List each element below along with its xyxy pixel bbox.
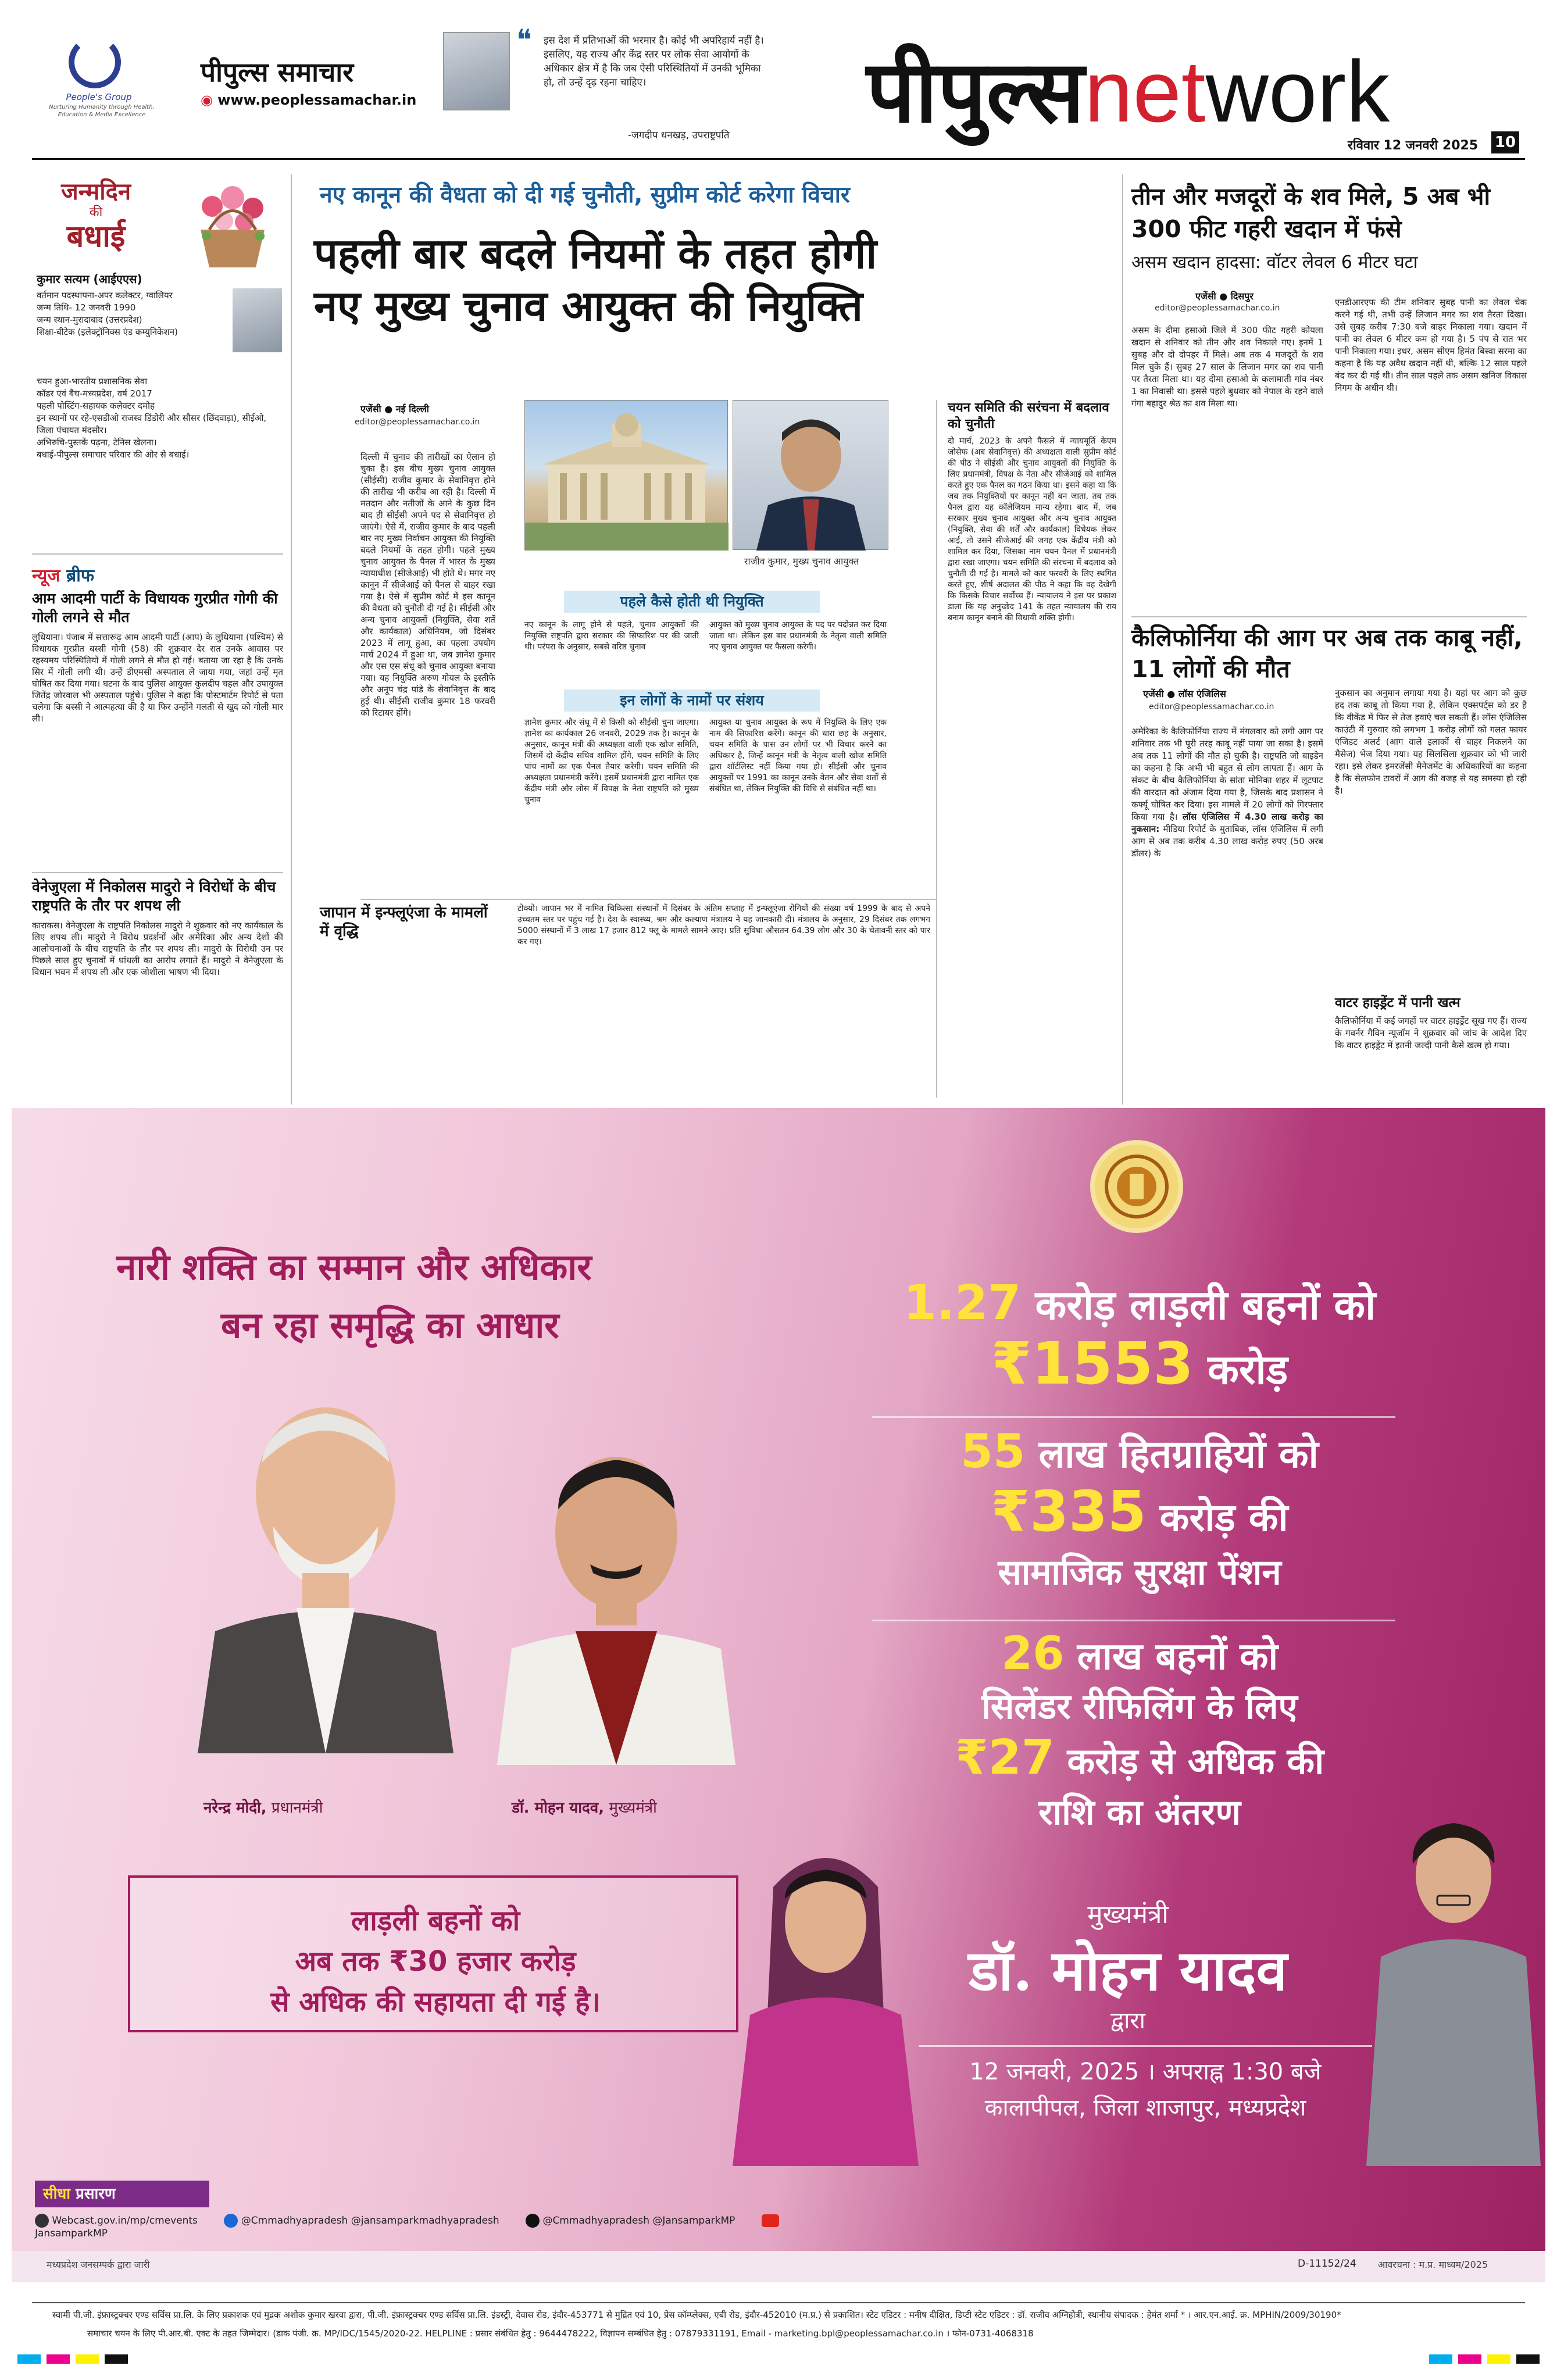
ad-block-2-line-1 [849, 1425, 1430, 1481]
lead-headline-1: पहली बार बदले नियमों के तहत होगी [314, 228, 877, 278]
masthead-title-work: work [1205, 42, 1390, 140]
lead-story [302, 174, 1116, 1105]
california-col2: नुकसान का अनुमान लगाया गया है। यहां पर आग को कुछ हद तक काबू तो किया गया है, लेकिन एक्सपर्ट्स को डर है कि वीकेंड में फिर से तेज हवाएं चल सकती हैं। लॉस एंजिलिस काउंटी में गुरुवार को लगभग 1 करोड़ लोगों को गलत फायर एंजिडट अलर्ट (आग वाले इलाकों से बाहर निकलने का मैसेज) भेज दिया गया। यह सिलसिला शुक्रवार को भी जारी रहा। इसे लेकर इमरजेंसी मैनेजमेंट के अधिकारियों का कहना है कि सेलफोन टावरों में आग की वजह से यह समस्या हो रही है। [1335, 688, 1527, 796]
birthday-title-small: की [89, 205, 103, 220]
ad-block-divider [872, 1620, 1395, 1621]
registration-marks [0, 2354, 1557, 2366]
california-loss-text: मीडिया रिपोर्ट के मुताबिक, लॉस एंजिलिस में लगी आग से अब तक करीब 4.30 लाख करोड़ रुपए (50 अरब डॉलर) के [1131, 824, 1323, 859]
mohan-portrait [488, 1439, 744, 1765]
brief-body: काराकस। वेनेजुएला के राष्ट्रपति निकोलस मादुरो ने शुक्रवार को नए कार्यकाल के लिए शपथ ली। मादुरो ने विरोध प्रदर्शनों और अमेरिका और अन्य देशों की आलोचनाओं के बीच राष्ट्रपति के तौर पर शपथ ली। मादुरो के विरोधी उन पर पिछले साल हुए चुनावों में धांधली का आरोप लगाते हैं। मादुरो ने वेनेजुएला के विधान भवन में शपथ ली और एक जोशीला भाषण भी दिया। [32, 920, 283, 977]
advertisement [12, 1108, 1545, 2282]
birthday-line: चयन हुआ-भारतीय प्रशासनिक सेवा [37, 376, 148, 387]
ad-block-3-num: 26 [1001, 1628, 1065, 1680]
paper-url-text: www.peoplessamachar.in [217, 92, 417, 108]
ladli-line-3: से अधिक की सहायता दी गई है। [270, 1986, 601, 2018]
modi-name: नरेन्द्र मोदी, [203, 1799, 267, 1817]
live-broadcast [35, 2181, 209, 2207]
ad-cm-label: मुख्यमंत्री [1087, 1900, 1169, 1929]
live-a: सीधा [43, 2185, 71, 2203]
assam-divider [1131, 616, 1527, 617]
news-brief [32, 563, 283, 1103]
california-story [1131, 622, 1527, 1105]
modi-portrait [186, 1381, 465, 1753]
ad-block-1-unit: करोड़ [1193, 1346, 1288, 1393]
x-icon [526, 2214, 540, 2228]
california-headline: कैलिफोर्निया की आग पर अब तक काबू नहीं, 11 लोगों की मौत [1131, 624, 1523, 683]
masthead [0, 0, 1557, 174]
brief-body: लुधियाना। पंजाब में सत्तारूढ़ आम आदमी पार्टी (आप) के लुधियाना (पश्चिम) से विधायक गुरप्रीत बस्सी गोगी (58) की शुक्रवार देर रात उनके आवास पर रहस्यमय परिस्थितियों में गोली लगने से मौत हो गई। बताया जा रहा है कि उनके सिर में गोली लगी थी। उन्हें डीएमसी अस्पताल ले जाया गया, जहां उन्हें मृत घोषित कर दिया गया। घटना के बाद पुलिस आयुक्त कुलदीप चहल और उपायुक्त जितेंद्र जोरवाल भी अस्पताल पहुंचे। पुलिस ने कहा कि पोस्टमार्टम रिपोर्ट से पता चलेगा कि बस्सी ने आत्महत्या की है या फिर उन्होंने गलती से खुद को गोली मार ली। [32, 632, 283, 724]
california-col1 [1131, 726, 1323, 1098]
ad-slogan-1: नारी शक्ति का सम्मान और अधिकार [116, 1246, 592, 1288]
brief-headline: वेनेजुएला में निकोलस मादुरो ने विरोधों के बीच राष्ट्रपति के तौर पर शपथ ली [32, 878, 276, 914]
brief-divider [32, 872, 283, 873]
modi-caption [203, 1796, 323, 1817]
lead-byline: एजेंसी ● नई दिल्ली [360, 403, 429, 414]
ad-block-1-text: करोड़ लाड़ली बहनों को [1021, 1281, 1376, 1329]
ad-event-date: 12 जनवरी, 2025 । अपराह्न 1:30 बजे [969, 2059, 1322, 2085]
color-mark-cyan [17, 2354, 41, 2364]
page-number: 10 [1491, 131, 1519, 153]
lead-headline-2: नए मुख्य चुनाव आयुक्त की नियुक्ति [314, 281, 863, 330]
california-byline: एजेंसी ● लॉस एंजिलिस [1143, 688, 1226, 699]
birthday-box [32, 174, 283, 558]
column-divider [291, 174, 292, 1105]
color-mark-yellow [76, 2354, 99, 2364]
masthead-title [866, 30, 1390, 147]
imprint-line-2: समाचार चयन के लिए पी.आर.बी. एक्ट के तहत जिम्मेदार। (डाक पंजी. क्र. MP/IDC/1545/2020-22. HELPLINE : प्रसार संबंधित हेतु : 9644478222, विज्ञापन सम्बंधित हेतु : 07879331191, Email - marketing.bpl@peoplessamachar.co.in । फोन-0731-4068318 [87, 2328, 1034, 2339]
ad-block-2-line-2 [849, 1481, 1430, 1548]
paper-url [201, 92, 416, 108]
birthday-photo [233, 288, 282, 352]
birthday-title-top: जन्मदिन [60, 178, 131, 205]
date-line: रविवार 12 जनवरी 2025 [1348, 138, 1479, 153]
live-b: प्रसारण [76, 2185, 116, 2203]
ad-event-place: कालापीपल, जिला शाजापुर, मध्यप्रदेश [984, 2095, 1306, 2121]
assam-col2: एनडीआरएफ की टीम शनिवार सुबह पानी का लेवल चेक करने गई थी, तभी उन्हें लिजान मगर का शव तैरता दिखा। उसे सुबह करीब 7:30 बजे बाहर निकाला गया। खदान में पानी का लेवल 6 मीटर कम हो गया है। 5 पंप से रात भर पानी निकाला गया। इधर, असम सीएम हिमंत बिस्वा सरमा का कहना है कि यह अवैध खदान नहीं थी, बल्कि 12 साल पहले बंद कर दी गई थी। तीन साल पहले तक असम खनिज विकास निगम के अधीन थी। [1335, 297, 1527, 393]
ad-block-3 [849, 1628, 1430, 1837]
lead-kicker: नए कानून की वैधता को दी गई चुनौती, सुप्रीम कोर्ट करेगा विचार [320, 182, 850, 208]
japan-divider [360, 899, 936, 900]
california-loss-head: लॉस एंजिलिस में 4.30 लाख करोड़ का नुकसान: [1131, 812, 1323, 834]
ad-block-2-amount: ₹335 [991, 1479, 1147, 1544]
imprint [0, 2282, 1557, 2380]
birthday-details-2 [37, 376, 281, 461]
brief-headline: आम आदमी पार्टी के विधायक गुरप्रीत गोगी की गोली लगने से मौत [32, 590, 278, 626]
assam-headline: तीन और मजदूरों के शव मिले, 5 अब भी 300 फीट गहरी खदान में फंसे [1131, 183, 1491, 243]
mohan-caption [512, 1796, 657, 1817]
birthday-line: इन स्थानों पर रहे-एसडीओ राजस्व डिंडोरी और सौसर (छिंदवाड़ा), सीईओ, जिला पंचायत मंदसौर। [37, 413, 267, 435]
lead-side-divider [936, 400, 937, 1098]
x-link[interactable]: @Cmmadhyapradesh @JansamparkMP [542, 2215, 735, 2227]
masthead-title-hindi: पीपुल्स [866, 41, 1085, 142]
quote-mark-icon: ❝ [516, 23, 532, 57]
hydrant-body: कैलिफोर्निया में कई जगहों पर वाटर हाइड्रेंट सूख गए हैं। राज्य के गवर्नर गैविन न्यूजॉम ने शुक्रवार को जांच के आदेश दिए कि वाटर हाइड्रेंट में इतनी जल्दी पानी कैसे खत्म हो गया। [1335, 1016, 1527, 1050]
birthday-line: पहली पोस्टिंग-सहायक कलेक्टर दमोह [37, 401, 155, 411]
lead-col1: दिल्ली में चुनाव की तारीखों का ऐलान हो चुका है। इस बीच मुख्य चुनाव आयुक्त (सीईसी) राजीव कुमार के सेवानिवृत्त होने की तारीख भी करीब आ रही है। दिल्ली में मतदान और नतीजों के आने के कुछ दिन बाद ही सीईसी अपने पद से सेवानिवृत्त हो जाएंगे। ऐसे में, राजीव कुमार के बाद पहली बार नए मुख्य निर्वाचन आयुक्त की नियुक्ति बदले नियमों के तहत होगी। पहले मुख्य चुनाव आयुक्त के पैनल में भारत के मुख्य न्यायाधीश (सीजेआई) भी होते थे। मगर नए कानून में सीजेआई को पैनल से बाहर रखा गया है। ऐसे में सुप्रीम कोर्ट में इस कानून की वैधता को चुनौती दी गई है। सीईसी और अन्य चुनाव आयुक्तों (नियुक्ति, सेवा शर्तें और कार्यकाल) अधिनियम, जो दिसंबर 2023 में लागू हुआ, का पहला उपयोग मार्च 2024 में हुआ था, जब ज्ञानेश कुमार और एस एस संधू को चुनाव आयुक्त बनाया गया। यह नियुक्ति अरुण गोयल के इस्तीफे और अनूप चंद्र पांडे के सेवानिवृत्त के बाद हुई थी। सीईसी राजीव कुमार 18 फरवरी को रिटायर होंगे। [360, 452, 495, 718]
assam-byline: एजेंसी ● दिसपुर [1195, 291, 1254, 302]
ad-block-3-amount: ₹27 [955, 1730, 1055, 1785]
ad-block-2-unit: करोड़ की [1146, 1495, 1288, 1540]
ad-block-3-text: लाख बहनों को [1064, 1635, 1279, 1678]
california-col1-text: अमेरिका के कैलिफोर्निया राज्य में मंगलवार को लगी आग पर शनिवार तक भी पूरी तरह काबू नहीं पाया जा सका है। इसमें अब तक 11 लोगों की मौत हो चुकी है। राष्ट्रपति जो बाइडेन का कहना है कि अभी भी बहुत से लोग लापता हैं। आग के संकट के बीच कैलिफोर्निया के सांता मोनिका शहर में लूटपाट की वारदात को अंजाम दिया गया है, जिसके बाद प्रशासन ने कर्फ्यू घोषित कर दिया। इस मामले में 20 लोगों को गिरफ्तार किया गया है। [1131, 726, 1323, 822]
birthday-line: जन्म तिथि- 12 जनवरी 1990 [37, 302, 136, 313]
color-mark-magenta [47, 2354, 70, 2364]
ad-block-1-num: 1.27 [903, 1275, 1022, 1331]
youtube-link[interactable]: JansamparkMP [35, 2228, 108, 2239]
box2-title: इन लोगों के नामों पर संशय [564, 689, 820, 712]
vp-photo [443, 32, 510, 110]
side-title: चयन समिति की सरंचना में बदलाव को चुनौती [948, 401, 1109, 431]
facebook-link[interactable]: @Cmmadhyapradesh @jansamparkmadhyapradesh [241, 2215, 499, 2227]
color-mark-magenta [1458, 2354, 1481, 2364]
photo-caption: राजीव कुमार, मुख्य चुनाव आयुक्त [744, 556, 859, 567]
supreme-court-photo [524, 400, 728, 550]
ad-event-divider [919, 2045, 1372, 2047]
japan-headline: जापान में इन्फ्लूएंजा के मामलों में वृद्धि [320, 904, 488, 940]
ad-cm-name: डॉ. मोहन यादव [969, 1938, 1287, 2003]
assam-story [1131, 174, 1527, 639]
birthday-divider [32, 553, 283, 555]
youtube-icon [762, 2214, 779, 2227]
mohan-title: मुख्यमंत्री [609, 1799, 657, 1817]
assam-col1: असम के दीमा हसाओ जिले में 300 फीट गहरी कोयला खदान से शनिवार को तीन और शव निकाले गए। इनमें 1 सुबह और दो दोपहर में मिले। अब तक 4 मजदूरों के शव मिल चुके हैं। सुबह 27 साल के लिजान मगर का शव पानी पर तैरता मिला था। यह दीमा हसाओ के कलामाती गांव नंबर 1 का निवासी था। इससे पहले बुधवार को नेपाल के रहने वाले गंगा बहादुर श्रेठ का शव मिला था। [1131, 325, 1323, 409]
column-divider-right [1122, 174, 1123, 1105]
color-mark-black [105, 2354, 128, 2364]
birthday-line: कॉडर एवं बैच-मध्यप्रदेश, वर्ष 2017 [37, 388, 152, 399]
ladli-line-1: लाड़ली बहनों को [351, 1904, 520, 1937]
news-brief-title [32, 563, 94, 587]
ad-block-1-amount: ₹1553 [991, 1330, 1194, 1398]
ad-block-2-text: लाख हितग्राहियों को [1025, 1432, 1319, 1477]
ad-block-2-line-3: सामाजिक सुरक्षा पेंशन [998, 1552, 1281, 1593]
imprint-divider [32, 2302, 1525, 2303]
ad-block-2-num: 55 [960, 1424, 1026, 1478]
birthday-line: बधाई-पीपुल्स समाचार परिवार की ओर से बधाई। [37, 449, 190, 460]
birthday-title [32, 178, 160, 271]
ad-block-3-line-3 [849, 1731, 1430, 1788]
flower-basket-icon [189, 180, 276, 273]
mp-emblem [1090, 1140, 1183, 1233]
birthday-line: जन्म स्थान-मुरादाबाद (उत्तरप्रदेश) [37, 315, 142, 325]
social-links [35, 2214, 791, 2249]
modi-title: प्रधानमंत्री [271, 1799, 323, 1817]
paper-logo: पीपुल्स समाचार [201, 56, 354, 88]
ad-block-2 [849, 1425, 1430, 1597]
ad-block-1-line-1 [849, 1277, 1430, 1332]
lead-email: editor@peoplessamachar.co.in [355, 417, 480, 427]
masthead-title-net: net [1084, 42, 1206, 140]
quote-author: -जगदीप धनखड़, उपराष्ट्रपति [628, 130, 730, 141]
side-body: दो मार्च, 2023 के अपने फैसले में न्यायमूर्ति केएम जोसेफ (अब सेवानिवृत्त) की अध्यक्षता वाली सुप्रीम कोर्ट की पीठ ने सीईसी और चुनाव आयुक्तों की नियुक्ति के लिए प्रधानमंत्री, विपक्ष के नेता और सीजेआई को शामिल करते हुए एक पैनल का गठन किया था। इसने कहा था कि जब तक नियुक्तियों पर कानून नहीं बन जाता, तब तक पैनल द्वारा यह कॉलेजियम मान्य रहेगा। बाद में, जब सरकार मुख्य चुनाव आयुक्त और अन्य चुनाव आयुक्त (नियुक्ति, सेवा की शर्तें और कार्यकाल) विधेयक लेकर आई, तो उसने सीजेआई की जगह एक केंद्रीय मंत्री को शामिल कर दिया, जिसका नाम चयन पैनल में प्रधानमंत्री द्वारा रखा जाएगा। चयन समिति की संरचना में बदलाव को चुनौती दी गई है। मामले को कार फरवरी के लिए स्थगित करते हुए, शीर्ष अदालत की पीठ ने कहा कि वह देखेगी कि किसके विचार सर्वोच्च हैं। न्यायालय ने इस पर प्रकाश डाला कि यह अनुच्छेद 141 के तहत न्यायालय की राय बनाम कानून बनाने की विधायी शक्ति होगी। [948, 437, 1116, 623]
rajeev-photo [733, 400, 888, 550]
imprint-line-1: स्वामी पी.जी. इंफ्रास्ट्रक्चर एण्ड सर्विस प्रा.लि. के लिए प्रकाशक एवं मुद्रक अशोक कुमार खरवा द्वारा, पी.जी. इंफ्रास्ट्रक्चर एण्ड सर्विस प्रा.लि. इंडस्ट्री, देवास रोड, इंदौर-453771 से मुद्रित एवं 10, प्रेस कॉम्प्लेक्स, एबी रोड, इंदौर-452010 (म.प्र.) से प्रकाशित। स्टेट एडिटर : मनीष दीक्षित, डिप्टी स्टेट एडिटर : डॉ. राजीव अग्निहोत्री, स्थानीय संपादक : हेमंत शर्मा * । आर.एन.आई. क्र. MPHIN/2009/30190* [52, 2310, 1341, 2320]
group-sub: Nurturing Humanity through Health, Education & Media Excellence [49, 104, 155, 118]
assam-sub: असम खदान हादसा: वॉटर लेवल 6 मीटर घटा [1131, 252, 1418, 273]
ad-block-1-line-2 [849, 1332, 1430, 1402]
ad-slogan-2: बन रहा समृद्धि का आधार [221, 1304, 559, 1346]
ad-block-divider [872, 1416, 1395, 1418]
box2-left: ज्ञानेश कुमार और संधू में से किसी को सीईसी चुना जाएगा। ज्ञानेश का कार्यकाल 26 जनवरी, 2029 तक है। कानून के अनुसार, कानून मंत्री की अध्यक्षता वाली एक खोज समिति, जिसमें दो केंद्रीय सचिव शामिल होंगे, चयन समिति के लिए पांच नामों का एक पैनल तैयार करेगी। चयन समिति की अध्यक्षता प्रधानमंत्री करेंगे। इसमें प्रधानमंत्री द्वारा नामित एक केंद्रीय मंत्री और लोस में विपक्ष के नेता राष्ट्रपति को मुख्य चुनाव [524, 718, 699, 805]
birthday-title-bottom: बधाई [66, 219, 126, 254]
box1-title: पहले कैसे होती थी नियुक्ति [564, 591, 820, 613]
news-brief-title-b: ब्रीफ [66, 566, 94, 586]
box2-right: आयुक्त या चुनाव आयुक्त के रूप में नियुक्ति के लिए एक नाम की सिफारिश करेंगे। कानून की धारा छह के अनुसार, चयन समिति के पास उन लोगों पर भी विचार करने का अधिकार है, जिन्हें कानून मंत्री के नेतृत्व वाली खोज समिति द्वारा शॉर्टलिस्ट नहीं किया गया हो। सीईसी और चुनाव आयुक्तों पर 1991 का कानून उनके वेतन और सेवा शर्तों से संबंधित था, लेकिन नियुक्ति की विधि से संबंधित नहीं था। [709, 718, 887, 794]
ladli-line-2: अब तक ₹30 हजार करोड़ [295, 1945, 576, 1978]
ad-block-1 [849, 1277, 1430, 1402]
webcast-icon [35, 2214, 49, 2228]
ad-block-3-unit: करोड़ से अधिक की [1054, 1740, 1324, 1782]
facebook-icon [224, 2214, 238, 2228]
japan-body: टोक्यो। जापान भर में नामित चिकित्सा संस्थानों में दिसंबर के अंतिम सप्ताह में इन्फ्लूएंजा रोगियों की संख्या वर्ष 1999 के बाद से अपने उच्चतम स्तर पर पहुंच गई है। देश के स्वास्थ्य, श्रम और कल्याण मंत्रालय ने यह जानकारी दी। मंत्रालय के अनुसार, 29 दिसंबर तक लगभग 5000 संस्थानों में 3 लाख 17 हजार 812 फ्लू के मामले सामने आए। प्रति सुविधा औसतन 64.39 लोग और 30 के चेतावनी स्तर को पार कर गए। [517, 904, 930, 946]
group-tagline: People's Group [66, 92, 132, 102]
birthday-name: कुमार सत्यम (आईएएस) [37, 272, 142, 286]
news-brief-title-a: न्यूज [32, 566, 60, 586]
woman-portrait-right [1366, 1806, 1541, 2166]
color-mark-cyan [1429, 2354, 1452, 2364]
birthday-details [37, 290, 231, 338]
hydrant-headline: वाटर हाइड्रेंट में पानी खत्म [1335, 995, 1460, 1010]
assam-email: editor@peoplessamachar.co.in [1155, 303, 1280, 313]
california-email: editor@peoplessamachar.co.in [1149, 702, 1274, 712]
ad-cm-by: द्वारा [1110, 2007, 1146, 2034]
birthday-line: वर्तमान पदस्थापना-अपर कलेक्टर, ग्वालियर [37, 290, 173, 301]
color-mark-yellow [1487, 2354, 1510, 2364]
box1-left: नए कानून के लागू होने से पहले, चुनाव आयुक्तों की नियुक्ति राष्ट्रपति द्वारा सरकार की सिफारिश पर की जाती थी। परंपरा के अनुसार, सबसे वरिष्ठ चुनाव [524, 620, 699, 652]
color-mark-black [1516, 2354, 1540, 2364]
ad-code: D-11152/24 [1298, 2258, 1356, 2270]
globe-icon: ◉ [201, 92, 218, 108]
box1-right: आयुक्त को मुख्य चुनाव आयुक्त के पद पर पदोन्नत कर दिया जाता था। लेकिन इस बार प्रधानमंत्री के नेतृत्व वाली समिति नए चुनाव आयुक्त पर फैसला करेगी। [709, 620, 887, 652]
webcast-link[interactable]: Webcast.gov.in/mp/cmevents [52, 2215, 198, 2227]
birthday-line: अभिरुचि-पुस्तकें पढ़ना, टेनिस खेलना। [37, 437, 157, 448]
ad-block-3-line-1 [849, 1628, 1430, 1682]
ad-block-3-line-2: सिलेंडर रीफिलिंग के लिए [981, 1686, 1298, 1727]
ad-block-3-line-4: राशि का अंतरण [1038, 1792, 1241, 1833]
ad-issuer: मध्यप्रदेश जनसम्पर्क द्वारा जारी [47, 2259, 150, 2270]
ad-agency: आवरचना : म.प्र. माध्यम/2025 [1378, 2259, 1488, 2270]
peoples-group-logo [69, 36, 121, 88]
mohan-name: डॉ. मोहन यादव, [512, 1799, 605, 1817]
ladli-box [128, 1875, 738, 2032]
quote-text: इस देश में प्रतिभाओं की भरमार है। कोई भी अपरिहार्य नहीं है। इसलिए, यह राज्य और केंद्र स्तर पर लोक सेवा आयोगों के अधिकार क्षेत्र में है कि जब ऐसी परिस्थितियों में उनकी भूमिका हो, तो उन्हें दृढ़ रहना चाहिए। [544, 35, 764, 88]
birthday-line: शिक्षा-बीटेक (इलेक्ट्रॉनिक्स एंड कम्युनिकेशन) [37, 327, 178, 337]
masthead-divider [32, 158, 1525, 160]
